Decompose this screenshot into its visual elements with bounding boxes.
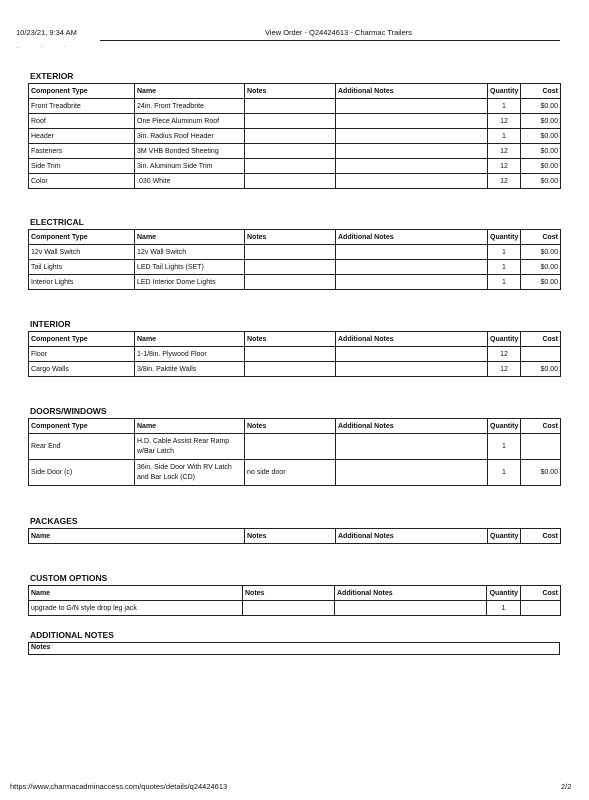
- cell-additional-notes: [335, 601, 487, 616]
- packages-section: [28, 516, 560, 544]
- cell-component-type: Floor: [29, 347, 135, 362]
- exterior-section: [28, 71, 560, 189]
- cell-name: 12v Wall Switch: [135, 245, 245, 260]
- cell-component-type: Header: [29, 129, 135, 144]
- cell-notes: [245, 159, 336, 174]
- header-divider: [100, 40, 560, 41]
- cell-cost: $0.00: [521, 260, 561, 275]
- interior-table: [28, 331, 561, 377]
- cell-component-type: Rear End: [29, 434, 135, 460]
- cell-additional-notes: [336, 362, 488, 377]
- cell-quantity: 1: [487, 601, 521, 616]
- column-header-quantity: Quantity: [488, 230, 521, 245]
- column-header-name: Name: [135, 230, 245, 245]
- cell-component-type: Side Trim: [29, 159, 135, 174]
- cell-additional-notes: [336, 245, 488, 260]
- column-header-name: Name: [135, 332, 245, 347]
- column-header-cost: Cost: [521, 529, 561, 544]
- cell-quantity: 1: [488, 129, 521, 144]
- cell-notes: [245, 347, 336, 362]
- cell-additional-notes: [336, 434, 488, 460]
- table-row: [29, 114, 561, 129]
- cell-component-type: Roof: [29, 114, 135, 129]
- cell-cost: $0.00: [521, 159, 561, 174]
- cell-notes: [243, 601, 335, 616]
- cell-cost: $0.00: [521, 144, 561, 159]
- cell-additional-notes: [336, 114, 488, 129]
- footer-page-number: 2/2: [561, 782, 572, 791]
- cell-cost: [521, 347, 561, 362]
- cell-cost: $0.00: [521, 129, 561, 144]
- column-header-cost: Cost: [521, 332, 561, 347]
- table-header-row: [29, 529, 561, 544]
- table-header-row: [29, 230, 561, 245]
- cell-quantity: 12: [488, 144, 521, 159]
- table-header-row: [29, 332, 561, 347]
- custom-options-section: [28, 573, 560, 616]
- additional-notes-heading: ADDITIONAL NOTES: [30, 630, 114, 640]
- cell-component-type: Interior Lights: [29, 275, 135, 290]
- column-header-name: Name: [29, 529, 245, 544]
- scan-specks: . · ·: [17, 44, 76, 50]
- cell-cost: [521, 601, 561, 616]
- table-row: [29, 347, 561, 362]
- column-header-cost: Cost: [521, 230, 561, 245]
- cell-quantity: 1: [488, 245, 521, 260]
- cell-quantity: 12: [488, 159, 521, 174]
- cell-component-type: Fasteners: [29, 144, 135, 159]
- cell-name: 3M VHB Bonded Sheeting: [135, 144, 245, 159]
- cell-name: LED Interior Dome Lights: [135, 275, 245, 290]
- cell-name: 24in. Front Treadbrite: [135, 99, 245, 114]
- cell-quantity: 12: [488, 114, 521, 129]
- packages-heading: PACKAGES: [30, 516, 78, 526]
- electrical-section: [28, 217, 560, 290]
- cell-cost: $0.00: [521, 245, 561, 260]
- column-header-component-type: Component Type: [29, 419, 135, 434]
- table-row: [29, 174, 561, 189]
- cell-additional-notes: [336, 174, 488, 189]
- column-header-notes: Notes: [245, 332, 336, 347]
- column-header-component-type: Component Type: [29, 84, 135, 99]
- cell-name: 3in. Aluminum Side Trim: [135, 159, 245, 174]
- column-header-name: Name: [135, 419, 245, 434]
- cell-quantity: 12: [488, 347, 521, 362]
- cell-notes: [245, 129, 336, 144]
- cell-name: .030 White: [135, 174, 245, 189]
- cell-notes: [245, 114, 336, 129]
- cell-component-type: 12v Wall Switch: [29, 245, 135, 260]
- cell-cost: $0.00: [521, 362, 561, 377]
- column-header-quantity: Quantity: [488, 332, 521, 347]
- table-row: [29, 434, 561, 460]
- cell-additional-notes: [336, 275, 488, 290]
- table-row: [29, 129, 561, 144]
- column-header-additional-notes: Additional Notes: [336, 230, 488, 245]
- column-header-additional-notes: Additional Notes: [336, 84, 488, 99]
- table-row: [29, 144, 561, 159]
- column-header-component-type: Component Type: [29, 332, 135, 347]
- cell-notes: [245, 99, 336, 114]
- print-timestamp: 10/23/21, 9:34 AM: [16, 28, 77, 37]
- additional-notes-section: [28, 630, 560, 655]
- cell-notes: [245, 275, 336, 290]
- cell-cost: [521, 434, 561, 460]
- cell-cost: $0.00: [521, 460, 561, 486]
- cell-quantity: 1: [488, 99, 521, 114]
- cell-additional-notes: [336, 460, 488, 486]
- table-row: [29, 245, 561, 260]
- cell-notes: [245, 260, 336, 275]
- cell-additional-notes: [336, 260, 488, 275]
- cell-quantity: 1: [488, 275, 521, 290]
- custom-options-table: [28, 585, 561, 616]
- column-header-name: Name: [135, 84, 245, 99]
- column-header-notes: Notes: [245, 529, 336, 544]
- column-header-additional-notes: Additional Notes: [336, 332, 488, 347]
- table-row: [29, 362, 561, 377]
- cell-component-type: Cargo Walls: [29, 362, 135, 377]
- cell-quantity: 1: [488, 460, 521, 486]
- cell-additional-notes: [336, 129, 488, 144]
- column-header-additional-notes: Additional Notes: [336, 529, 488, 544]
- cell-name: LED Tail Lights (SET): [135, 260, 245, 275]
- cell-name: 3in. Radius Roof Header: [135, 129, 245, 144]
- column-header-name: Name: [29, 586, 243, 601]
- cell-cost: $0.00: [521, 99, 561, 114]
- electrical-heading: ELECTRICAL: [30, 217, 84, 227]
- column-header-additional-notes: Additional Notes: [336, 419, 488, 434]
- column-header-quantity: Quantity: [488, 84, 521, 99]
- footer-url: https://www.charmacadminaccess.com/quotes/details/q24424613: [10, 782, 228, 791]
- cell-name: 1-1/8in. Plywood Floor: [135, 347, 245, 362]
- column-header-cost: Cost: [521, 419, 561, 434]
- column-header-cost: Cost: [521, 586, 561, 601]
- cell-name: One Piece Aluminum Roof: [135, 114, 245, 129]
- cell-component-type: Front Treadbrite: [29, 99, 135, 114]
- table-row: [29, 460, 561, 486]
- table-row: [29, 260, 561, 275]
- cell-notes: [245, 362, 336, 377]
- column-header-notes: Notes: [245, 230, 336, 245]
- cell-notes: [245, 245, 336, 260]
- cell-quantity: 1: [488, 434, 521, 460]
- custom-options-heading: CUSTOM OPTIONS: [30, 573, 108, 583]
- cell-quantity: 1: [488, 260, 521, 275]
- column-header-notes: Notes: [245, 84, 336, 99]
- cell-name: 3/8in. Paktite Walls: [135, 362, 245, 377]
- doors-windows-table: [28, 418, 561, 486]
- exterior-heading: EXTERIOR: [30, 71, 74, 81]
- cell-cost: $0.00: [521, 114, 561, 129]
- cell-name: H.D. Cable Assist Rear Ramp w/Bar Latch: [135, 434, 245, 460]
- table-header-row: [29, 84, 561, 99]
- cell-cost: $0.00: [521, 275, 561, 290]
- doors-windows-section: [28, 406, 560, 486]
- interior-heading: INTERIOR: [30, 319, 71, 329]
- exterior-table: [28, 83, 561, 189]
- cell-quantity: 12: [488, 174, 521, 189]
- cell-quantity: 12: [488, 362, 521, 377]
- table-row: [29, 275, 561, 290]
- table-row: [29, 159, 561, 174]
- cell-notes: [245, 174, 336, 189]
- cell-additional-notes: [336, 144, 488, 159]
- column-header-notes: Notes: [243, 586, 335, 601]
- column-header-quantity: Quantity: [487, 586, 521, 601]
- table-row: [29, 601, 561, 616]
- cell-cost: $0.00: [521, 174, 561, 189]
- cell-name: 36in. Side Door With RV Latch and Bar Lock (CD): [135, 460, 245, 486]
- table-row: [29, 99, 561, 114]
- electrical-table: [28, 229, 561, 290]
- interior-section: [28, 319, 560, 377]
- cell-additional-notes: [336, 159, 488, 174]
- column-header-notes: Notes: [245, 419, 336, 434]
- cell-notes: no side door: [245, 460, 336, 486]
- doors-windows-heading: DOORS/WINDOWS: [30, 406, 107, 416]
- column-header-quantity: Quantity: [488, 529, 521, 544]
- cell-additional-notes: [336, 99, 488, 114]
- column-header-component-type: Component Type: [29, 230, 135, 245]
- table-header-row: [29, 419, 561, 434]
- cell-additional-notes: [336, 347, 488, 362]
- column-header-additional-notes: Additional Notes: [335, 586, 487, 601]
- cell-name: upgrade to G/N style drop leg jack: [29, 601, 243, 616]
- page-title: View Order - Q24424613 - Charmac Trailers: [265, 28, 413, 37]
- table-header-row: [29, 586, 561, 601]
- cell-component-type: Color: [29, 174, 135, 189]
- packages-table: [28, 528, 561, 544]
- column-header-cost: Cost: [521, 84, 561, 99]
- column-header-quantity: Quantity: [488, 419, 521, 434]
- cell-component-type: Tail Lights: [29, 260, 135, 275]
- cell-notes: [245, 144, 336, 159]
- additional-notes-box: Notes: [28, 642, 560, 655]
- cell-notes: [245, 434, 336, 460]
- cell-component-type: Side Door (c): [29, 460, 135, 486]
